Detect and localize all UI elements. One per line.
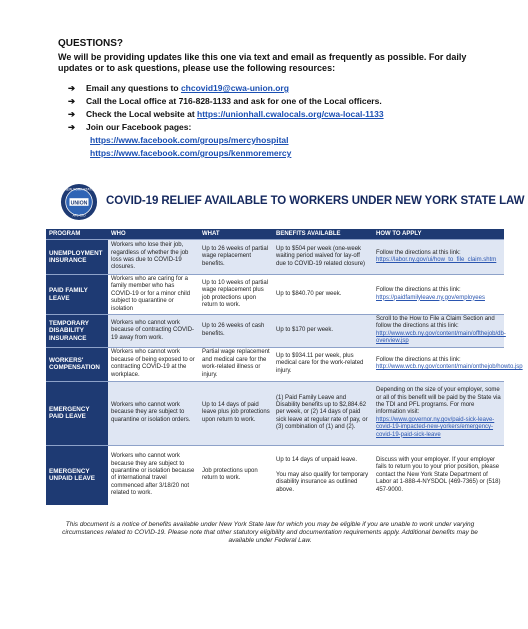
benefits-cell: Up to $840.70 per week. xyxy=(273,275,373,315)
facebook-link-mercyhospital[interactable]: https://www.facebook.com/groups/mercyhospital xyxy=(90,135,289,145)
table-row xyxy=(46,315,504,348)
facebook-link-kenmoremercy[interactable]: https://www.facebook.com/groups/kenmoremercy xyxy=(90,148,292,158)
how-cell: Follow the directions at this link: http://www.wcb.ny.gov/content/main/onthejob/howto.jsp xyxy=(373,347,504,381)
column-header: BENEFITS AVAILABLE xyxy=(273,229,373,240)
column-header: WHAT xyxy=(199,229,273,240)
what-cell: Job protections upon return to work. xyxy=(199,445,273,505)
benefits-cell: Up to $934.11 per week, plus medical care for the work-related injury. xyxy=(273,347,373,381)
what-cell: Up to 26 weeks of cash benefits. xyxy=(199,315,273,348)
table-row xyxy=(46,445,504,505)
how-cell: Discuss with your employer. If your employer fails to return you to your prior position, please contact the New York State Department of Labor at 1-888-4-NYSDOL (469-7365) or (518) 457-9000. xyxy=(373,445,504,505)
table-row xyxy=(46,240,504,275)
table-row xyxy=(46,381,504,445)
svg-text:AFL-CIO: AFL-CIO xyxy=(72,213,86,218)
program-cell: UNEMPLOYMENT INSURANCE xyxy=(46,240,108,275)
who-cell: Workers who are caring for a family member who has COVID-19 or for a minor child subject to quarantine or isolation xyxy=(108,275,199,315)
program-cell: EMERGENCY PAID LEAVE xyxy=(46,381,108,445)
program-cell: TEMPORARY DISABILITY INSURANCE xyxy=(46,315,108,348)
what-cell: Up to 14 days of paid leave plus job protections upon return to work. xyxy=(199,381,273,445)
benefits-cell: (1) Paid Family Leave and Disability benefits up to $2,884.62 per week, or (2) 14 days of paid sick leave at regular rate of pay, or (3) combination of (1) and (2). xyxy=(273,381,373,445)
svg-text:NEW YORK STATE: NEW YORK STATE xyxy=(64,187,94,192)
table-header-row xyxy=(46,229,504,240)
resource-list xyxy=(68,82,508,134)
resource-facebook: ➔ Join our Facebook pages: xyxy=(68,122,192,132)
who-cell: Workers who cannot work because of being exposed to or contracting COVID-19 at the workplace. xyxy=(108,347,199,381)
how-link[interactable]: http://www.wcb.ny.gov/content/main/onthejob/howto.jsp xyxy=(376,364,523,371)
who-cell: Workers who cannot work because they are subject to quarantine or isolation orders. xyxy=(108,381,199,445)
benefits-cell: Up to 14 days of unpaid leave. You may also qualify for temporary disability insurance as outlined above. xyxy=(273,445,373,505)
questions-intro: We will be providing updates like this one via text and email as frequently as possible. For daily updates or to ask questions, please use the following resources: xyxy=(58,52,467,73)
who-cell: Workers who lose their job, regardless of whether the job loss was due to COVID-19 closures. xyxy=(108,240,199,275)
program-cell: PAID FAMILY LEAVE xyxy=(46,275,108,315)
relief-title: COVID-19 RELIEF AVAILABLE TO WORKERS UNDER NEW YORK STATE LAW xyxy=(106,195,525,207)
how-link[interactable]: https://www.governor.ny.gov/paid-sick-leave-covid-19-impacted-new-yorkers/emergency-covid-19-paid-sick-leave xyxy=(376,416,495,438)
email-link[interactable]: chcovid19@cwa-union.org xyxy=(180,83,289,93)
how-link[interactable]: http://www.wcb.ny.gov/content/main/offthejob/db-overview.jsp xyxy=(376,330,506,345)
website-link[interactable]: https://unionhall.cwalocals.org/cwa-local-1133 xyxy=(197,109,384,119)
table-row xyxy=(46,347,504,381)
table-row xyxy=(46,275,504,315)
resource-call: ➔ Call the Local office at 716-828-1133 and ask for one of the Local officers. xyxy=(68,96,382,106)
how-link[interactable]: https://paidfamilyleave.ny.gov/employees xyxy=(376,294,485,301)
resource-website: ➔ Check the Local website at https://unionhall.cwalocals.org/cwa-local-1133 xyxy=(68,109,384,119)
questions-title: QUESTIONS? xyxy=(58,38,124,49)
what-cell: Partial wage replacement and medical care for the work-related illness or injury. xyxy=(199,347,273,381)
program-cell: EMERGENCY UNPAID LEAVE xyxy=(46,445,108,505)
who-cell: Workers who cannot work because of contracting COVID-19 away from work. xyxy=(108,315,199,348)
column-header: HOW TO APPLY xyxy=(373,229,504,240)
benefits-cell: Up to $170 per week. xyxy=(273,315,373,348)
relief-table xyxy=(46,229,523,505)
union-seal-logo xyxy=(60,183,98,221)
how-cell: Scroll to the How to File a Claim Section and follow the directions at this link: http://www.wcb.ny.gov/content/main/offthejob/db-overview.jsp xyxy=(373,315,504,348)
how-cell: Depending on the size of your employer, some or all of this benefit will be paid by the State via the TDI and PFL programs. For more information visit: https://www.governor.ny.gov/paid-sick-leave-covid-19-impacted-new-yorkers/emergency-covid-19-paid-sick-leave xyxy=(373,381,504,445)
arrow-icon: ➔ xyxy=(68,96,76,106)
what-cell: Up to 26 weeks of partial wage replacement benefits. xyxy=(199,240,273,275)
relief-header xyxy=(60,183,525,223)
arrow-icon: ➔ xyxy=(68,83,76,93)
footnote: This document is a notice of benefits available under New York State law for which you may be eligible if you are unable to work under varying circumstances related to COVID-19. Please note that other statutory eligibility and documentation requirements apply. Additional benefits may be available under Federal Law. xyxy=(62,521,478,544)
benefits-cell: Up to $504 per week (one-week waiting period waived for lay-off due to COVID-19 related closure) xyxy=(273,240,373,275)
column-header: WHO xyxy=(108,229,199,240)
resource-email: ➔ Email any questions to chcovid19@cwa-union.org xyxy=(68,83,289,93)
how-link[interactable]: https://labor.ny.gov/ui/how_to_file_claim.shtm xyxy=(376,257,497,263)
svg-text:UNION: UNION xyxy=(70,200,88,207)
what-cell: Up to 10 weeks of partial wage replacement plus job protections upon return to work. xyxy=(199,275,273,315)
arrow-icon: ➔ xyxy=(68,122,76,132)
how-cell: Follow the directions at this link: https://paidfamilyleave.ny.gov/employees xyxy=(373,275,504,315)
who-cell: Workers who cannot work because they are subject to quarantine or isolation because of international travel commenced after 3/18/20 not related to work. xyxy=(108,445,199,505)
program-cell: WORKERS' COMPENSATION xyxy=(46,347,108,381)
how-cell: Follow the directions at this link: https://labor.ny.gov/ui/how_to_file_claim.shtm xyxy=(373,240,504,275)
facebook-links xyxy=(90,134,291,160)
column-header: PROGRAM xyxy=(46,229,108,240)
arrow-icon: ➔ xyxy=(68,109,76,119)
